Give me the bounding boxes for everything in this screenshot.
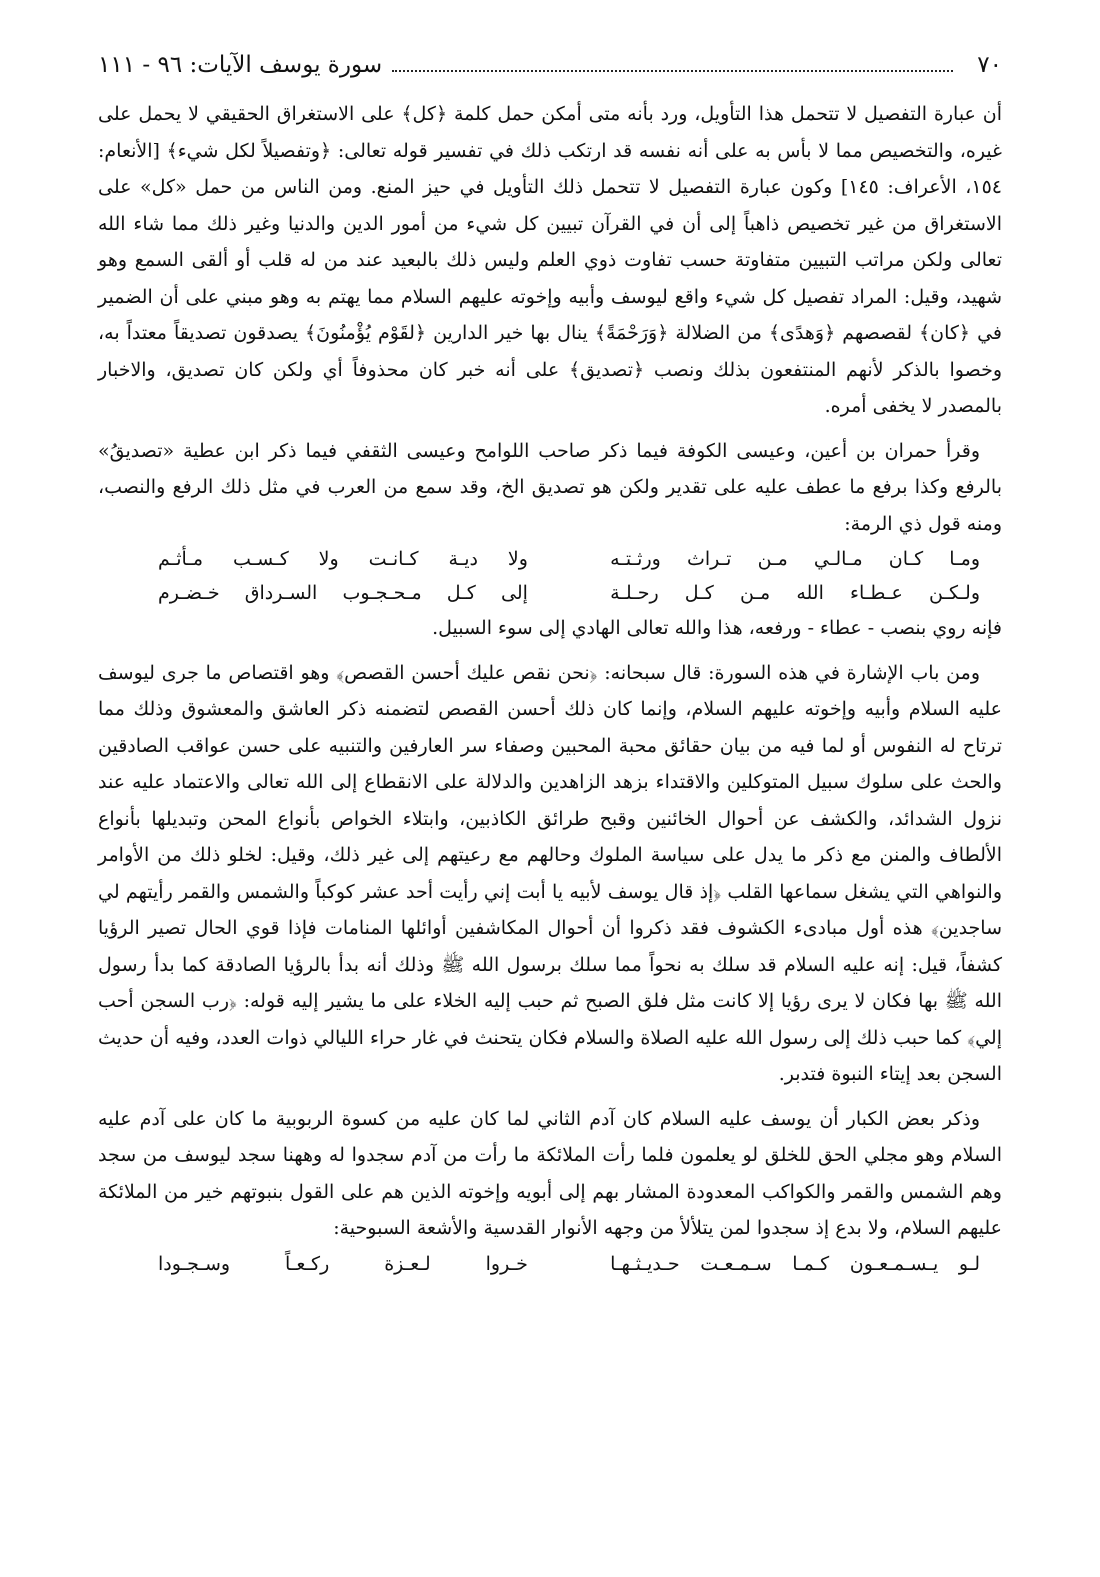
verse-1-second-hemistich: ولا ديـة كـانـت ولا كـسـب مـأثـم [158,548,528,570]
poem-verse-1 [98,542,1002,576]
verse-2-second-hemistich: إلى كـل مـحـجـوب السـرداق خـضـرم [158,582,528,604]
paragraph-2: وقرأ حمران بن أعين، وعيسى الكوفة فيما ذكر صاحب اللوامح وعيسى الثقفي فيما ذكر ابن عطية «تصديقُ» بالرفع وكذا برفع ما عطف عليه على تقدير ولكن هو تصديق الخ، وقد سمع من العرب في مثل ذلك الرفع والنصب، ومنه قول ذي الرمة: [98,439,1002,535]
running-title: سورة يوسف الآيات: ٩٦ - ١١١ [98,52,383,78]
poem-verse-3 [98,1247,1002,1281]
header-dotted-leader [392,70,953,72]
poem-verse-2 [98,576,1002,610]
paragraph-5: وذكر بعض الكبار أن يوسف عليه السلام كان آدم الثاني لما كان عليه من كسوة الربوبية ما كان على آدم عليه السلام وهو مجلي الحق للخلق لو يعلمون فلما رأت الملائكة ما رأت من آدم سجدوا له وههنا سجد ليوسف من سجد وهم الشمس والقمر والكواكب المعدودة المشار بهم إلى أبويه وإخوته الذين هم على القول بنبوتهم خير من الملائكة عليهم السلام، ولا بدع إذ سجدوا لمن يتلألأ من وجهه الأنوار القدسية والأشعة السبوحية: [98,1107,1002,1239]
verse-1-first-hemistich: ومـا كـان مـالـي مـن تـراث ورثـتـه [610,548,980,570]
verse-2-first-hemistich: ولـكـن عـطـاء الله مـن كـل رحـلـة [610,582,980,604]
page-number: ٧٠ [977,52,1002,78]
paragraph-1: أن عبارة التفصيل لا تتحمل هذا التأويل، ورد بأنه متى أمكن حمل كلمة ﴿كل﴾ على الاستغراق الحقيقي لا يحمل على غيره، والتخصيص مما لا بأس به على أنه نفسه قد ارتكب ذلك في تفسير قوله تعالى: ﴿وتفصيلاً لكل شيء﴾ [الأنعام: ١٥٤، الأعراف: ١٤٥] وكون عبارة التفصيل لا تتحمل ذلك التأويل في حيز المنع. ومن الناس من حمل «كل» على الاستغراق من غير تخصيص ذاهباً إلى أن في القرآن تبيين كل شيء من أمور الدين والدنيا وغير ذلك مما شاء الله تعالى ولكن مراتب التبيين متفاوتة حسب تفاوت ذوي العلم وليس ذلك بالبعيد عند من له قلب أو ألقى السمع وهو شهيد، وقيل: المراد تفصيل كل شيء واقع ليوسف وأبيه وإخوته عليهم السلام مما يهتم به وهو مبني على أن الضمير في ﴿كان﴾ لقصصهم ﴿وَهدًى﴾ من الضلالة ﴿وَرَحْمَةً﴾ ينال بها خير الدارين ﴿لقَوْم يُؤْمنُونَ﴾ يصدقون تصديقاً معتداً به، وخصوا بالذكر لأنهم المنتفعون بذلك ونصب ﴿تصديق﴾ على أنه خبر كان محذوفاً أي ولكن كان تصديق، والاخبار بالمصدر لا يخفى أمره. [98,103,1002,417]
paragraph-4: ومن باب الإشارة في هذه السورة: قال سبحانه: ﴿نحن نقص عليك أحسن القصص﴾ وهو اقتصاص ما جرى ليوسف عليه السلام وأبيه وإخوته عليهم السلام، وإنما كان ذلك أحسن القصص لتضمنه ذكر العاشق والمعشوق وذلك مما ترتاح له النفوس أو لما فيه من بيان حقائق محبة المحبين وصفاء سر العارفين والتنبيه على حسن عواقب الصادقين والحث على سلوك سبيل المتوكلين والاقتداء بزهد الزاهدين والدلالة على الانقطاع إلى الله تعالى والاعتماد عليه عند نزول الشدائد، والكشف عن أحوال الخائنين وقبح طرائق الكاذبين، وابتلاء الخواص بأنواع المحن وتبديلها بأنواع الألطاف والمنن مع ذكر ما يدل على سياسة الملوك وحالهم مع رعيتهم إلى غير ذلك، وقيل: لخلو ذلك من الأوامر والنواهي التي يشغل سماعها القلب ﴿إذ قال يوسف لأبيه يا أبت إني رأيت أحد عشر كوكباً والشمس والقمر رأيتهم لي ساجدين﴾ هذه أول مبادىء الكشوف فقد ذكروا أن أحوال المكاشفين أوائلها المنامات فإذا قوي الحال تصير الرؤيا كشفاً، قيل: إنه عليه السلام قد سلك به نحواً مما سلك برسول الله ﷺ وذلك أنه بدأ بالرؤيا الصادقة كما بدأ رسول الله ﷺ بها فكان لا يرى رؤيا إلا كانت مثل فلق الصبح ثم حبب إليه الخلاء على ما يشير إليه قوله: ﴿رب السجن أحب إلي﴾ كما حبب ذلك إلى رسول الله عليه الصلاة والسلام فكان يتحنث في غار حراء الليالي ذوات العدد، وفيه أن حديث السجن بعد إيتاء النبوة فتدبر. [98,661,1002,1085]
paragraph-3: فإنه روي بنصب - عطاء - ورفعه، هذا والله تعالى الهادي إلى سوء السبيل. [432,617,1002,639]
verse-3-first-hemistich: لـو يـسـمـعـون كـمـا سـمـعـت حـديـثـهـا [610,1252,980,1275]
page-header [98,52,1002,88]
verse-3-second-hemistich: خـروا لـعـزة ركـعـاً وسـجـودا [158,1252,528,1275]
